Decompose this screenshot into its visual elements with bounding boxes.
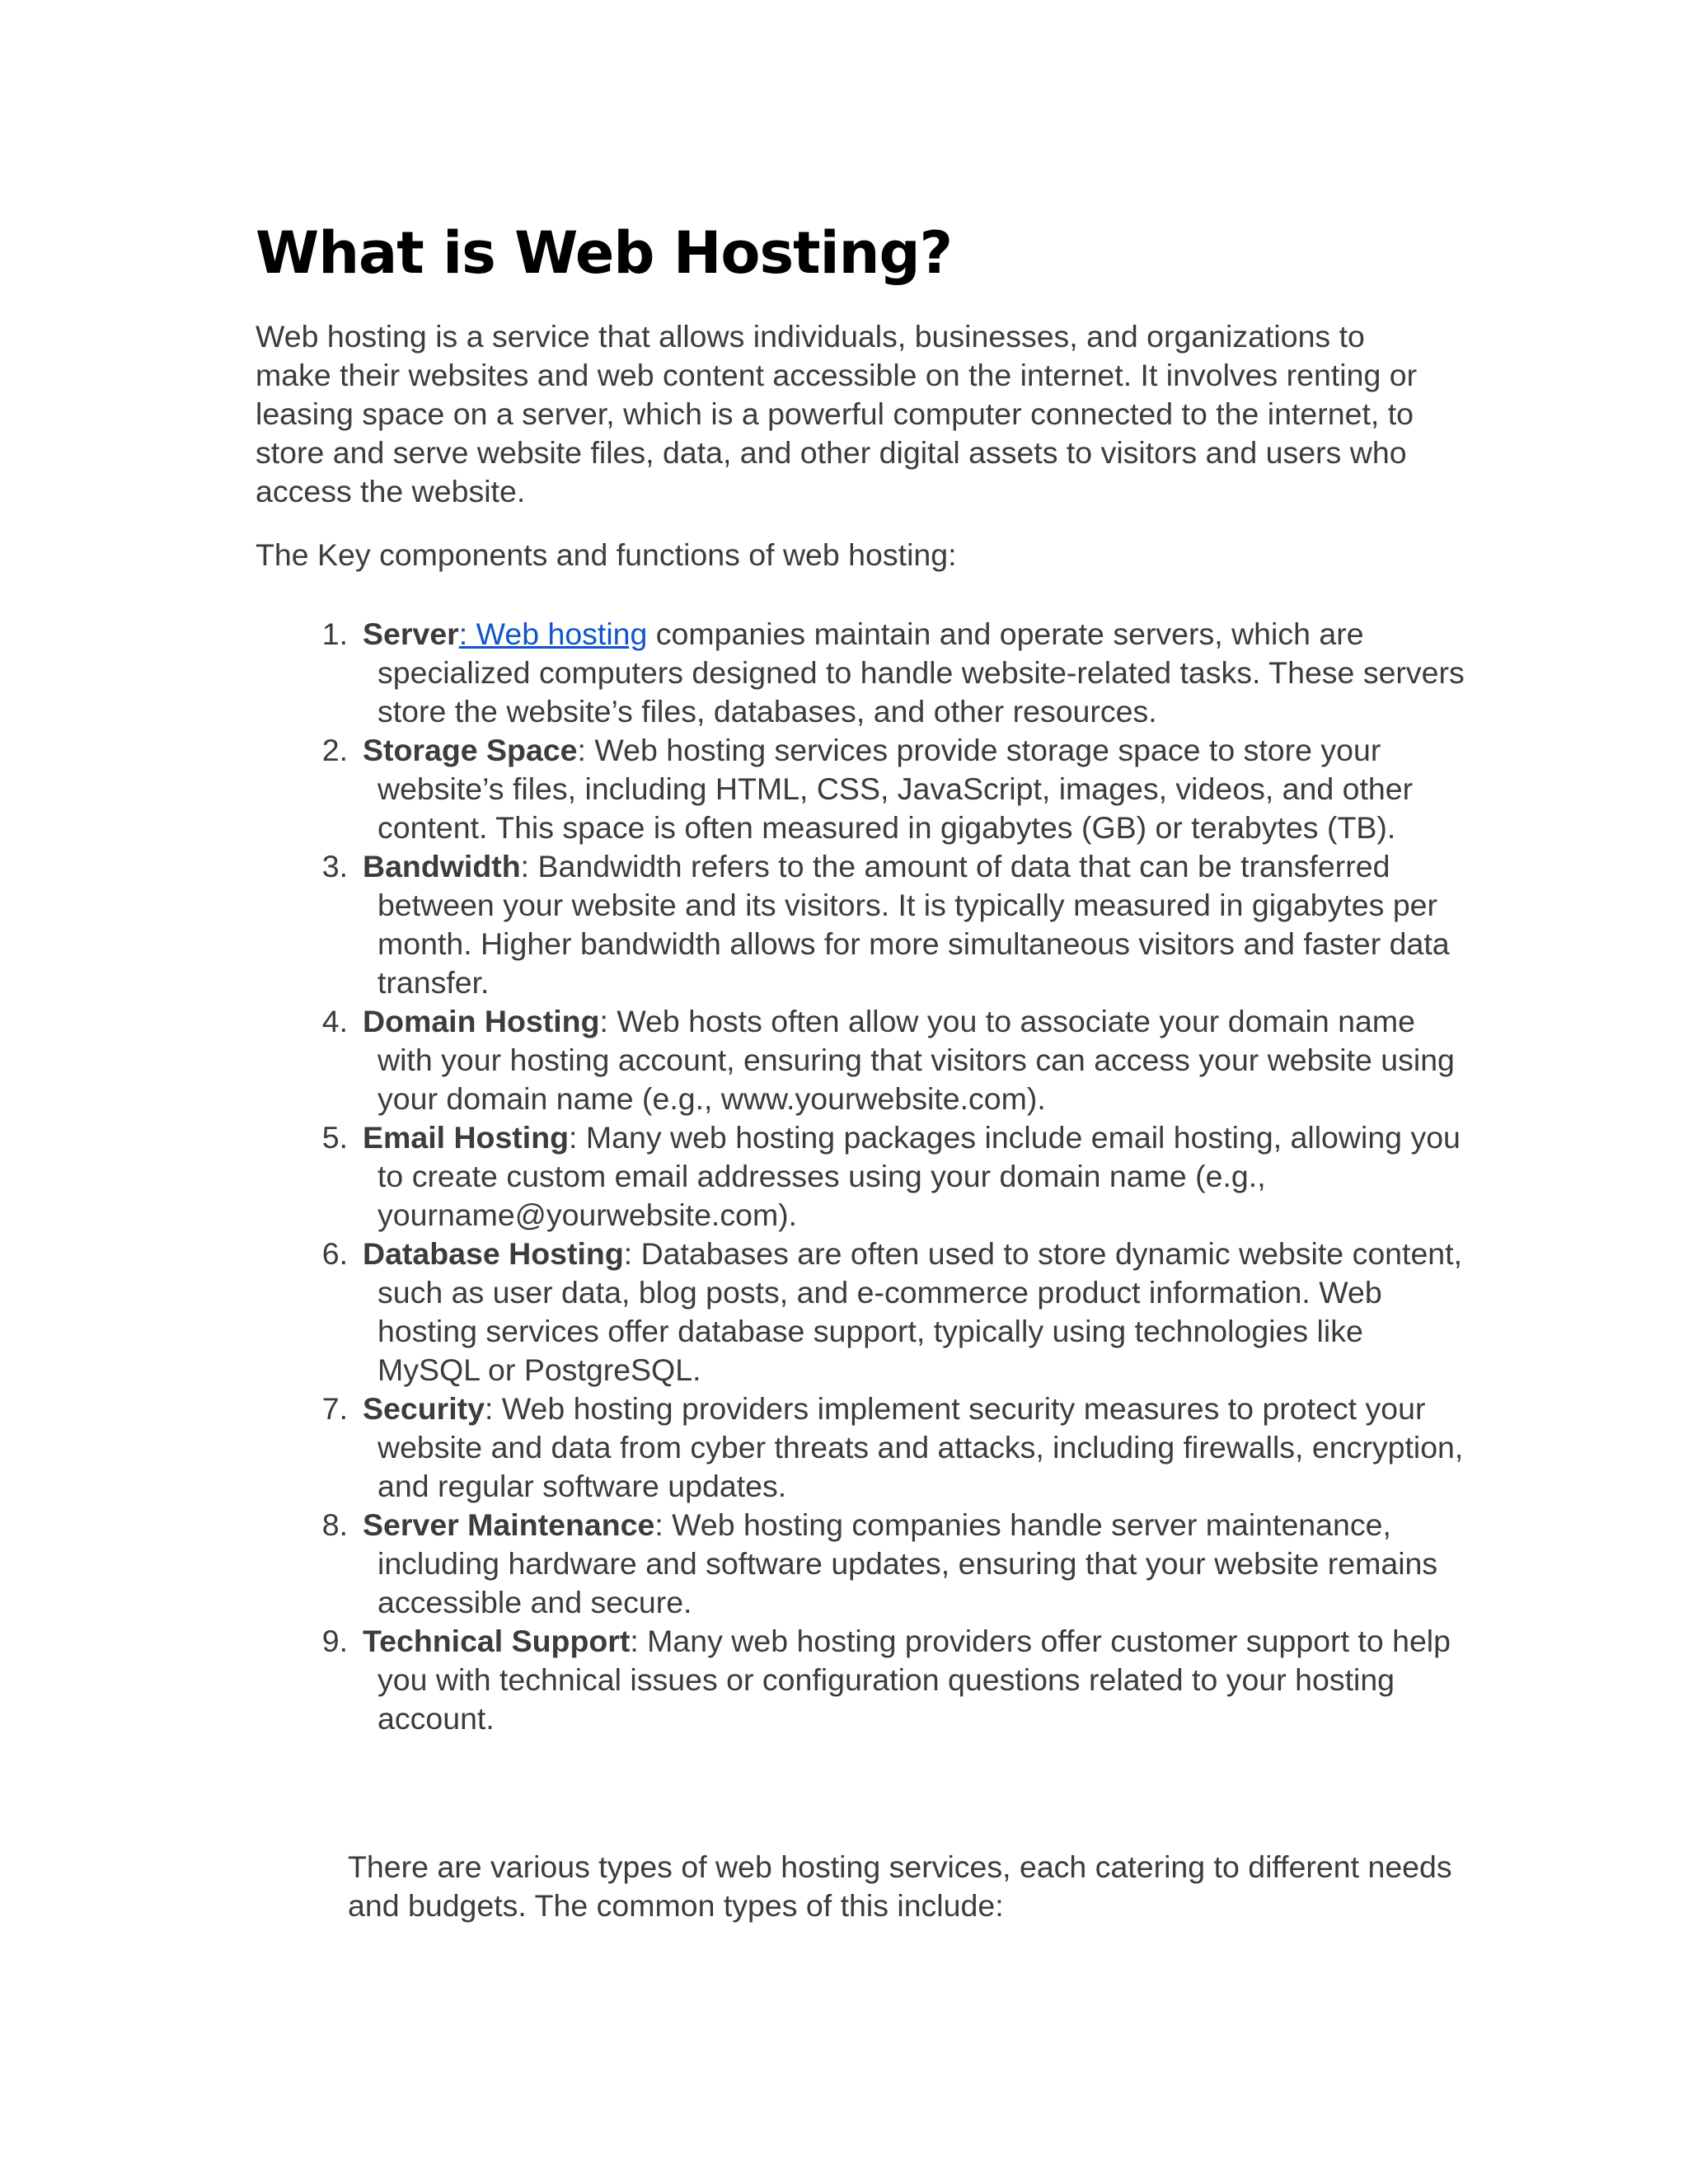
components-list <box>313 615 1467 1738</box>
list-number: 4. <box>321 1004 348 1038</box>
list-number: 9. <box>321 1624 348 1658</box>
item-description: : Web hosting companies handle server maintenance, including hardware and software updates, ensuring that your website remains accessible and secure. <box>377 1507 1438 1619</box>
key-components-heading: The Key components and functions of web hosting: <box>256 537 957 572</box>
term-storage-space: Storage Space <box>363 733 578 767</box>
list-number: 2. <box>321 733 348 767</box>
item-description: : Many web hosting providers offer customer support to help you with technical issues or configuration questions related to your hosting account. <box>377 1624 1451 1736</box>
page-title: What is Web Hosting? <box>256 219 953 287</box>
item-description: : Web hosts often allow you to associate your domain name with your hosting account, ensuring that visitors can access your website using your domain name (e.g., www.yourwebsite.com). <box>377 1004 1455 1116</box>
list-item-email-hosting <box>313 1118 1467 1235</box>
list-item-security <box>313 1390 1467 1506</box>
list-number: 6. <box>321 1236 348 1271</box>
list-item-server <box>313 615 1467 731</box>
list-item-bandwidth <box>313 847 1467 1002</box>
term-server: Server <box>363 616 459 651</box>
term-technical-support: Technical Support <box>363 1624 631 1658</box>
closing-paragraph: There are various types of web hosting services, each catering to different needs and budgets. The common types of this include: <box>348 1849 1452 1923</box>
intro-paragraph: Web hosting is a service that allows individuals, businesses, and organizations to make their websites and web content accessible on the internet. It involves renting or leasing space on a server, which is a powerful computer connected to the internet, to store and serve website files, data, and other digital assets to visitors and users who access the website. <box>256 319 1418 509</box>
item-description: : Web hosting providers implement security measures to protect your website and data from cyber threats and attacks, including firewalls, encryption, and regular software updates. <box>377 1391 1464 1503</box>
list-item-storage-space <box>313 731 1467 847</box>
term-email-hosting: Email Hosting <box>363 1120 570 1155</box>
list-number: 3. <box>321 849 348 883</box>
term-database-hosting: Database Hosting <box>363 1236 624 1271</box>
term-domain-hosting: Domain Hosting <box>363 1004 600 1038</box>
list-item-server-maintenance <box>313 1506 1467 1622</box>
term-bandwidth: Bandwidth <box>363 849 521 883</box>
list-item-technical-support <box>313 1622 1467 1738</box>
item-description: : Databases are often used to store dynamic website content, such as user data, blog posts, and e-commerce product information. Web hosting services offer database support, typically using technologies like MySQL or PostgreSQL. <box>377 1236 1462 1387</box>
list-number: 8. <box>321 1507 348 1542</box>
term-security: Security <box>363 1391 485 1426</box>
term-server-maintenance: Server Maintenance <box>363 1507 655 1542</box>
item-description: : Bandwidth refers to the amount of data that can be transferred between your website and its visitors. It is typically measured in gigabytes per month. Higher bandwidth allows for more simultaneous visitors and faster data transfer. <box>377 849 1450 1000</box>
list-number: 7. <box>321 1391 348 1426</box>
list-number: 1. <box>321 616 348 651</box>
list-item-database-hosting <box>313 1235 1467 1390</box>
list-item-domain-hosting <box>313 1002 1467 1118</box>
list-number: 5. <box>321 1120 348 1155</box>
web-hosting-link[interactable]: : Web hosting <box>458 616 648 651</box>
item-description: : Web hosting services provide storage space to store your website’s files, including HTML, CSS, JavaScript, images, videos, and other content. This space is often measured in gigabytes (GB) or terabytes (TB). <box>377 733 1414 845</box>
item-description: : Many web hosting packages include email hosting, allowing you to create custom email addresses using your domain name (e.g., yourname@yourwebsite.com). <box>377 1120 1461 1232</box>
item-description: companies maintain and operate servers, which are specialized computers designed to handle website-related tasks. These servers store the website’s files, databases, and other resources. <box>377 616 1465 729</box>
